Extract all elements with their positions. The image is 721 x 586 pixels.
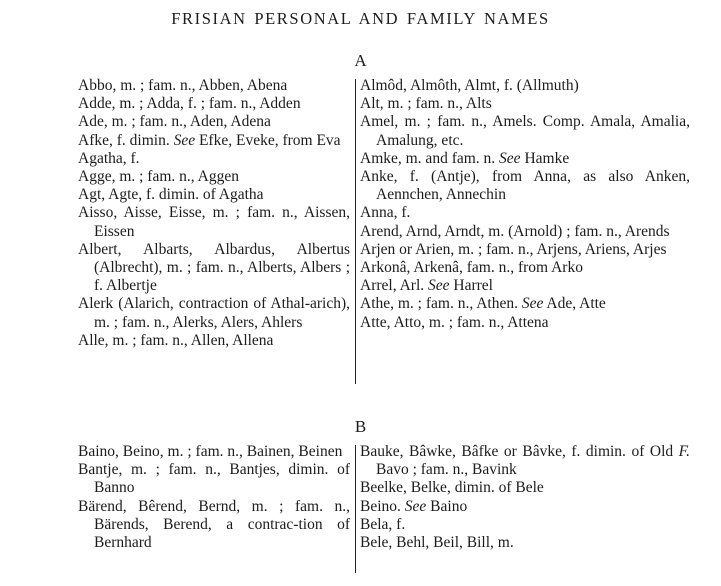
name-entry <box>78 168 350 186</box>
section-a-right-column <box>360 77 690 332</box>
entry-text: Bavo ; fam. n., Bavink <box>376 461 517 479</box>
name-entry <box>78 186 350 204</box>
section-a <box>78 77 698 389</box>
entry-text: Amke, m. and fam. n. <box>360 149 500 167</box>
name-entry <box>360 241 690 259</box>
name-entry <box>360 259 690 277</box>
entry-text: Amel, m. ; fam. n., Amels. Comp. Amala, Amalia, Amalung, etc. <box>360 113 690 149</box>
entry-text: Baino <box>426 497 468 515</box>
name-entry <box>78 95 350 113</box>
column-divider <box>355 445 356 573</box>
name-entry <box>360 113 690 149</box>
entry-text: Arkonâ, Arkenâ, fam. n., from Arko <box>360 259 583 277</box>
see-reference: See <box>404 497 427 515</box>
section-a-left-column <box>78 77 350 350</box>
name-entry <box>360 534 690 552</box>
name-entry <box>78 113 350 131</box>
name-entry <box>360 443 690 479</box>
entry-text: Almôd, Almôth, Almt, f. (Allmuth) <box>360 77 579 94</box>
see-reference: See <box>499 149 521 167</box>
name-entry <box>360 498 690 516</box>
entry-text: Bantje, m. ; fam. n., Bantjes, dimin. of Banno <box>78 461 350 497</box>
section-b <box>78 443 698 586</box>
name-entry <box>360 314 690 332</box>
entry-text: Bauke, Bâwke, Bâfke or Bâvke, f. dimin. of Old <box>360 443 679 460</box>
entry-text: Ade, m. ; fam. n., Aden, Adena <box>78 113 271 131</box>
name-entry <box>360 204 690 222</box>
entry-text: Albert, Albarts, Albardus, Albertus (Albrecht), m. ; fam. n., Alberts, Albers ; f. Albertje <box>78 240 350 295</box>
entry-text: Hamke <box>520 149 570 167</box>
entry-text: Arjen or Arien, m. ; fam. n., Arjens, Ariens, Arjes <box>360 240 667 258</box>
see-reference: F. <box>678 443 690 460</box>
entry-text: Abbo, m. ; fam. n., Abben, Abena <box>78 77 288 94</box>
name-entry <box>360 150 690 168</box>
see-reference: See <box>173 131 196 149</box>
entry-text: Arend, Arnd, Arndt, m. (Arnold) ; fam. n., Arends <box>360 222 670 240</box>
name-entry <box>360 479 690 497</box>
name-entry <box>78 332 350 350</box>
name-entry <box>78 498 350 553</box>
name-entry <box>78 443 350 461</box>
name-entry <box>360 516 690 534</box>
entry-text: Alerk (Alarich, contraction of Athal-arich), m. ; fam. n., Alerks, Alers, Ahlers <box>78 295 350 331</box>
name-entry <box>360 168 690 204</box>
entry-text: Bela, f. <box>360 515 406 533</box>
entry-text: Alle, m. ; fam. n., Allen, Allena <box>78 331 274 349</box>
entry-text: Bärend, Bêrend, Bernd, m. ; fam. n., Bärends, Berend, a contrac-tion of Bernhard <box>78 497 350 552</box>
name-entry <box>360 295 690 313</box>
entry-text: Anna, f. <box>360 204 411 222</box>
entry-text: Agge, m. ; fam. n., Aggen <box>78 168 240 186</box>
entry-text: Atte, Atto, m. ; fam. n., Attena <box>360 313 549 331</box>
section-letter-a: A <box>354 51 367 70</box>
entry-text: Beelke, Belke, dimin. of Bele <box>360 479 544 497</box>
name-entry <box>360 95 690 113</box>
entry-text: Bele, Behl, Beil, Bill, m. <box>360 534 514 552</box>
name-entry <box>78 461 350 497</box>
entry-text: Harrel <box>449 277 493 295</box>
section-b-left-column <box>78 443 350 552</box>
entry-text: Baino, Beino, m. ; fam. n., Bainen, Beinen <box>78 443 343 460</box>
entry-text: Efke, Eveke, from Eva <box>195 131 341 149</box>
entry-text: Athe, m. ; fam. n., Athen. <box>360 295 522 313</box>
name-entry <box>360 277 690 295</box>
name-entry <box>78 77 350 95</box>
section-b-right-column <box>360 443 690 552</box>
name-entry <box>78 204 350 240</box>
entry-text: Ade, Atte <box>543 295 606 313</box>
entry-text: Aisso, Aisse, Eisse, m. ; fam. n., Aissen, Eissen <box>78 204 350 240</box>
entry-text: Anke, f. (Antje), from Anna, as also Anken, Aennchen, Annechin <box>360 168 690 204</box>
column-divider <box>355 79 356 384</box>
section-letter-b: B <box>354 417 367 436</box>
see-reference: See <box>521 295 544 313</box>
entry-text: Agt, Agte, f. dimin. of Agatha <box>78 186 264 204</box>
page-title: FRISIAN PERSONAL AND FAMILY NAMES <box>171 9 550 28</box>
entry-text: Arrel, Arl. <box>360 277 429 295</box>
entry-text: Adde, m. ; Adda, f. ; fam. n., Adden <box>78 95 301 113</box>
entry-text: Afke, f. dimin. <box>78 131 174 149</box>
name-entry <box>360 223 690 241</box>
name-entry <box>78 150 350 168</box>
name-entry <box>360 77 690 95</box>
name-entry <box>78 241 350 296</box>
entry-text: Agatha, f. <box>78 149 140 167</box>
name-entry <box>78 132 350 150</box>
see-reference: See <box>428 277 450 295</box>
entry-text: Beino. <box>360 497 405 515</box>
name-entry <box>78 295 350 331</box>
entry-text: Alt, m. ; fam. n., Alts <box>360 95 492 113</box>
